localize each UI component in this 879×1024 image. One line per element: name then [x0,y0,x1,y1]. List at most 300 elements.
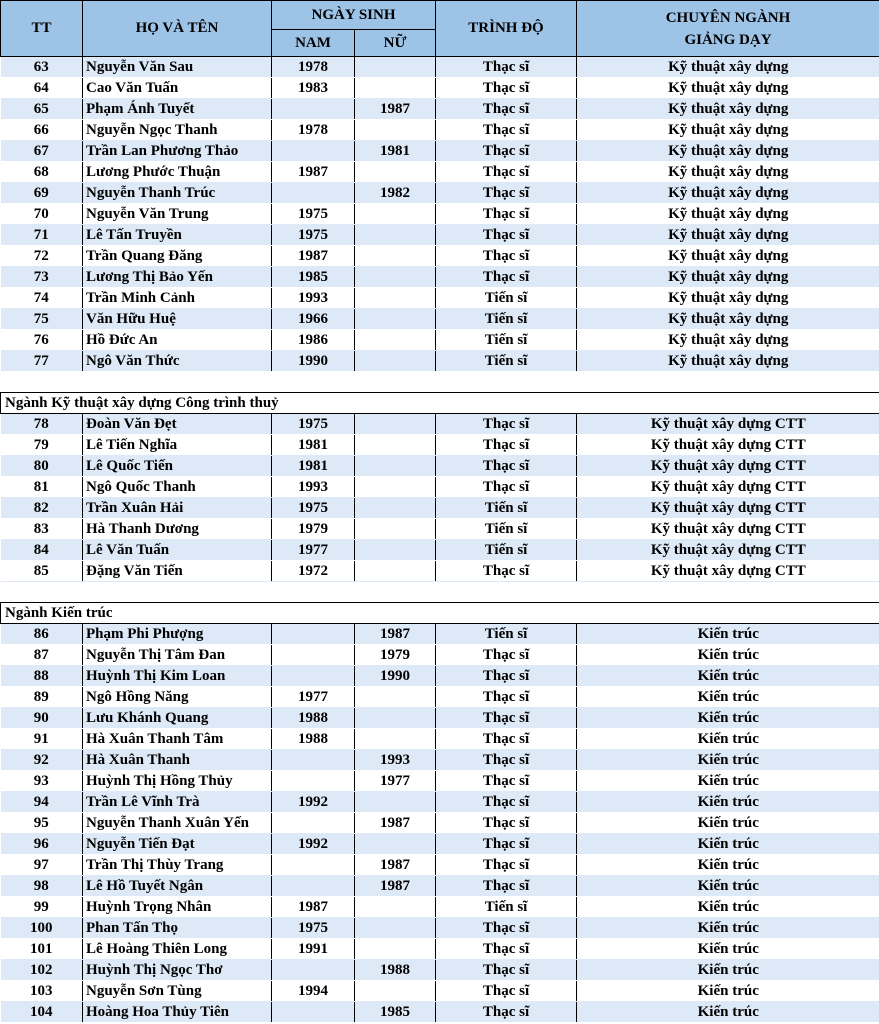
table-row [1,834,879,855]
table-row [1,729,879,750]
row-specialty: Kỹ thuật xây dựng [577,183,879,204]
table-row [1,897,879,918]
row-birth-male [272,855,355,876]
table-row [1,918,879,939]
row-number: 66 [1,120,83,141]
row-name: Đoàn Văn Đẹt [83,414,272,435]
row-name: Huỳnh Thị Ngọc Thơ [83,960,272,981]
row-birth-female: 1982 [355,183,436,204]
row-number: 95 [1,813,83,834]
spacer-cell [83,372,272,393]
row-number: 65 [1,99,83,120]
row-name: Lê Quốc Tiến [83,456,272,477]
row-birth-female [355,834,436,855]
row-birth-female: 1985 [355,1002,436,1023]
row-name: Lê Văn Tuấn [83,540,272,561]
row-degree: Thạc sĩ [436,939,577,960]
row-degree: Thạc sĩ [436,456,577,477]
row-number: 91 [1,729,83,750]
row-degree: Thạc sĩ [436,162,577,183]
section-title: Ngành Kỹ thuật xây dựng Công trình thuỷ [1,393,879,414]
row-name: Ngô Văn Thức [83,351,272,372]
row-birth-female: 1977 [355,771,436,792]
row-birth-male: 1986 [272,330,355,351]
row-birth-male [272,876,355,897]
row-number: 75 [1,309,83,330]
row-degree: Thạc sĩ [436,435,577,456]
row-number: 76 [1,330,83,351]
row-name: Hồ Đức An [83,330,272,351]
table-row [1,267,879,288]
row-number: 67 [1,141,83,162]
row-birth-female [355,330,436,351]
row-degree: Thạc sĩ [436,960,577,981]
row-name: Trần Lan Phương Thảo [83,141,272,162]
table-row [1,792,879,813]
row-birth-female [355,78,436,99]
row-specialty: Kỹ thuật xây dựng [577,57,879,78]
row-birth-male [272,141,355,162]
row-degree: Thạc sĩ [436,666,577,687]
row-birth-male: 1993 [272,477,355,498]
row-birth-female [355,288,436,309]
row-birth-female [355,225,436,246]
row-birth-male: 1988 [272,708,355,729]
spacer-cell [355,582,436,603]
row-name: Huỳnh Trọng Nhân [83,897,272,918]
row-birth-male: 1987 [272,897,355,918]
row-birth-male: 1985 [272,267,355,288]
row-birth-female: 1987 [355,855,436,876]
row-birth-male [272,771,355,792]
row-birth-female: 1987 [355,813,436,834]
row-degree: Thạc sĩ [436,687,577,708]
row-name: Trần Xuân Hải [83,498,272,519]
row-name: Trần Minh Cảnh [83,288,272,309]
table-row [1,666,879,687]
row-number: 101 [1,939,83,960]
section-title: Ngành Kiến trúc [1,603,879,624]
row-specialty: Kiến trúc [577,1002,879,1023]
row-birth-female [355,246,436,267]
row-number: 88 [1,666,83,687]
row-degree: Thạc sĩ [436,414,577,435]
row-birth-male: 1981 [272,435,355,456]
header-male: NAM [272,30,355,57]
row-name: Ngô Hồng Năng [83,687,272,708]
header-tt: TT [1,1,83,57]
row-specialty: Kỹ thuật xây dựng CTT [577,540,879,561]
row-degree: Thạc sĩ [436,99,577,120]
row-specialty: Kỹ thuật xây dựng CTT [577,456,879,477]
row-specialty: Kỹ thuật xây dựng [577,162,879,183]
row-number: 98 [1,876,83,897]
spacer-cell [577,372,879,393]
row-name: Trần Lê Vĩnh Trà [83,792,272,813]
header-specialty [577,1,879,57]
row-name: Nguyễn Văn Trung [83,204,272,225]
row-name: Lương Thị Bảo Yến [83,267,272,288]
row-specialty: Kỹ thuật xây dựng [577,99,879,120]
table-row [1,876,879,897]
row-specialty: Kiến trúc [577,666,879,687]
row-number: 102 [1,960,83,981]
row-specialty: Kiến trúc [577,939,879,960]
row-degree: Tiến sĩ [436,897,577,918]
row-name: Hà Xuân Thanh Tâm [83,729,272,750]
header-name: HỌ VÀ TÊN [83,1,272,57]
row-specialty: Kiến trúc [577,855,879,876]
row-name: Hà Xuân Thanh [83,750,272,771]
row-birth-female [355,204,436,225]
spacer-cell [436,582,577,603]
row-birth-male: 1966 [272,309,355,330]
row-number: 71 [1,225,83,246]
row-degree: Thạc sĩ [436,981,577,1002]
row-number: 73 [1,267,83,288]
row-birth-female [355,414,436,435]
row-degree: Thạc sĩ [436,267,577,288]
row-degree: Thạc sĩ [436,729,577,750]
table-row [1,288,879,309]
row-birth-male: 1987 [272,162,355,183]
row-specialty: Kiến trúc [577,834,879,855]
row-specialty: Kiến trúc [577,771,879,792]
header-specialty-line1: CHUYÊN NGÀNH [665,9,791,26]
row-birth-male: 1972 [272,561,355,582]
row-number: 87 [1,645,83,666]
row-birth-male: 1978 [272,57,355,78]
spacer-cell [355,372,436,393]
row-birth-male: 1975 [272,225,355,246]
row-number: 84 [1,540,83,561]
table-row [1,981,879,1002]
table-row [1,1002,879,1023]
row-number: 94 [1,792,83,813]
table-row [1,246,879,267]
row-degree: Thạc sĩ [436,1002,577,1023]
row-name: Nguyễn Thanh Trúc [83,183,272,204]
row-birth-male: 1987 [272,246,355,267]
row-name: Cao Văn Tuấn [83,78,272,99]
table-row [1,414,879,435]
row-birth-male: 1975 [272,918,355,939]
row-degree: Thạc sĩ [436,183,577,204]
row-birth-male [272,645,355,666]
table-row [1,939,879,960]
row-birth-female: 1979 [355,645,436,666]
spacer-cell [436,372,577,393]
row-number: 83 [1,519,83,540]
row-number: 85 [1,561,83,582]
row-degree: Thạc sĩ [436,792,577,813]
row-specialty: Kỹ thuật xây dựng [577,78,879,99]
row-name: Trần Quang Đăng [83,246,272,267]
row-birth-female: 1987 [355,876,436,897]
row-name: Lê Tấn Truyền [83,225,272,246]
spacer-cell [272,372,355,393]
row-degree: Thạc sĩ [436,855,577,876]
row-birth-female [355,939,436,960]
row-name: Huỳnh Thị Kim Loan [83,666,272,687]
table-row [1,540,879,561]
row-name: Nguyễn Sơn Tùng [83,981,272,1002]
row-degree: Tiến sĩ [436,498,577,519]
row-birth-male: 1975 [272,498,355,519]
row-degree: Thạc sĩ [436,225,577,246]
row-name: Lưu Khánh Quang [83,708,272,729]
row-specialty: Kiến trúc [577,981,879,1002]
section-header-row [1,603,879,624]
row-specialty: Kỹ thuật xây dựng [577,141,879,162]
row-degree: Thạc sĩ [436,750,577,771]
row-name: Văn Hữu Huệ [83,309,272,330]
section-header-row [1,393,879,414]
row-specialty: Kỹ thuật xây dựng CTT [577,414,879,435]
row-number: 93 [1,771,83,792]
row-degree: Thạc sĩ [436,120,577,141]
table-row [1,162,879,183]
table-row [1,498,879,519]
row-birth-female [355,162,436,183]
table-row [1,624,879,645]
table-row [1,435,879,456]
row-degree: Thạc sĩ [436,561,577,582]
row-birth-male: 1993 [272,288,355,309]
row-birth-female: 1981 [355,141,436,162]
row-number: 100 [1,918,83,939]
row-number: 96 [1,834,83,855]
row-name: Hoàng Hoa Thủy Tiên [83,1002,272,1023]
table-row [1,750,879,771]
row-birth-female [355,561,436,582]
table-row [1,351,879,372]
table-row [1,708,879,729]
row-number: 79 [1,435,83,456]
row-name: Huỳnh Thị Hồng Thủy [83,771,272,792]
row-birth-male: 1981 [272,456,355,477]
row-degree: Thạc sĩ [436,771,577,792]
spacer-cell [577,582,879,603]
row-number: 92 [1,750,83,771]
row-birth-male [272,666,355,687]
row-degree: Thạc sĩ [436,645,577,666]
row-specialty: Kỹ thuật xây dựng [577,330,879,351]
row-specialty: Kiến trúc [577,687,879,708]
row-number: 63 [1,57,83,78]
row-birth-male: 1977 [272,687,355,708]
row-degree: Thạc sĩ [436,246,577,267]
row-name: Lê Hoàng Thiên Long [83,939,272,960]
header-birth: NGÀY SINH [272,1,436,30]
row-name: Lương Phước Thuận [83,162,272,183]
row-degree: Thạc sĩ [436,57,577,78]
row-birth-male [272,624,355,645]
row-degree: Thạc sĩ [436,78,577,99]
row-degree: Thạc sĩ [436,708,577,729]
row-specialty: Kiến trúc [577,624,879,645]
row-name: Nguyễn Văn Sau [83,57,272,78]
row-birth-male [272,1002,355,1023]
row-number: 68 [1,162,83,183]
row-birth-male: 1992 [272,834,355,855]
row-degree: Tiến sĩ [436,540,577,561]
row-specialty: Kỹ thuật xây dựng [577,225,879,246]
row-birth-male: 1979 [272,519,355,540]
table-row [1,225,879,246]
row-birth-male: 1977 [272,540,355,561]
row-birth-female [355,540,436,561]
table-body [1,57,879,1023]
spacer-cell [272,582,355,603]
row-birth-female [355,309,436,330]
row-degree: Thạc sĩ [436,813,577,834]
row-name: Lê Hồ Tuyết Ngân [83,876,272,897]
table-row [1,645,879,666]
row-birth-female: 1990 [355,666,436,687]
row-number: 104 [1,1002,83,1023]
table-row [1,120,879,141]
row-number: 103 [1,981,83,1002]
row-birth-male: 1983 [272,78,355,99]
row-birth-female [355,435,436,456]
row-specialty: Kiến trúc [577,876,879,897]
row-number: 81 [1,477,83,498]
row-specialty: Kỹ thuật xây dựng [577,351,879,372]
row-specialty: Kỹ thuật xây dựng CTT [577,477,879,498]
row-birth-female: 1993 [355,750,436,771]
row-degree: Tiến sĩ [436,351,577,372]
row-birth-male [272,750,355,771]
row-specialty: Kỹ thuật xây dựng [577,204,879,225]
row-number: 78 [1,414,83,435]
row-birth-female [355,498,436,519]
row-birth-male [272,813,355,834]
row-birth-female [355,477,436,498]
row-birth-male: 1978 [272,120,355,141]
row-name: Phạm Ánh Tuyết [83,99,272,120]
row-birth-female [355,981,436,1002]
row-number: 90 [1,708,83,729]
row-name: Phạm Phi Phượng [83,624,272,645]
row-birth-female [355,918,436,939]
row-degree: Tiến sĩ [436,519,577,540]
row-number: 64 [1,78,83,99]
row-birth-female [355,120,436,141]
row-birth-female [355,687,436,708]
row-degree: Thạc sĩ [436,834,577,855]
row-degree: Thạc sĩ [436,918,577,939]
row-birth-female: 1987 [355,99,436,120]
row-birth-female [355,519,436,540]
spacer-row [1,372,879,393]
table-row [1,855,879,876]
table-row [1,141,879,162]
row-degree: Tiến sĩ [436,330,577,351]
row-name: Ngô Quốc Thanh [83,477,272,498]
table-row [1,561,879,582]
row-specialty: Kỹ thuật xây dựng CTT [577,519,879,540]
row-number: 89 [1,687,83,708]
row-number: 80 [1,456,83,477]
row-birth-female: 1988 [355,960,436,981]
row-name: Nguyễn Ngọc Thanh [83,120,272,141]
row-name: Nguyễn Tiến Đạt [83,834,272,855]
row-specialty: Kiến trúc [577,918,879,939]
table-row [1,78,879,99]
row-specialty: Kiến trúc [577,813,879,834]
table-row [1,309,879,330]
row-specialty: Kiến trúc [577,750,879,771]
row-birth-male: 1992 [272,792,355,813]
table-row [1,960,879,981]
row-birth-male: 1990 [272,351,355,372]
row-specialty: Kiến trúc [577,960,879,981]
row-name: Phan Tấn Thọ [83,918,272,939]
table-row [1,771,879,792]
row-degree: Tiến sĩ [436,288,577,309]
row-specialty: Kỹ thuật xây dựng [577,267,879,288]
row-birth-female [355,267,436,288]
row-birth-male: 1975 [272,414,355,435]
spacer-cell [83,582,272,603]
table-row [1,204,879,225]
row-name: Nguyễn Thị Tâm Đan [83,645,272,666]
spacer-cell [1,372,83,393]
row-degree: Thạc sĩ [436,477,577,498]
row-specialty: Kiến trúc [577,792,879,813]
row-name: Trần Thị Thùy Trang [83,855,272,876]
row-specialty: Kiến trúc [577,897,879,918]
row-specialty: Kiến trúc [577,645,879,666]
row-name: Nguyễn Thanh Xuân Yến [83,813,272,834]
table-row [1,687,879,708]
header-degree: TRÌNH ĐỘ [436,1,577,57]
row-specialty: Kỹ thuật xây dựng [577,120,879,141]
row-birth-female [355,57,436,78]
row-number: 69 [1,183,83,204]
row-birth-male [272,183,355,204]
row-specialty: Kỹ thuật xây dựng CTT [577,498,879,519]
row-specialty: Kỹ thuật xây dựng [577,309,879,330]
row-birth-female [355,351,436,372]
row-name: Hà Thanh Dương [83,519,272,540]
row-number: 72 [1,246,83,267]
row-specialty: Kiến trúc [577,729,879,750]
row-birth-male: 1988 [272,729,355,750]
table-row [1,330,879,351]
spacer-cell [1,582,83,603]
row-specialty: Kỹ thuật xây dựng CTT [577,435,879,456]
row-birth-female [355,708,436,729]
row-birth-female [355,729,436,750]
spacer-row [1,582,879,603]
row-number: 99 [1,897,83,918]
row-degree: Tiến sĩ [436,309,577,330]
table-row [1,183,879,204]
row-birth-male [272,99,355,120]
table-row [1,99,879,120]
table-row [1,456,879,477]
row-number: 86 [1,624,83,645]
row-birth-female: 1987 [355,624,436,645]
table-header [1,1,879,57]
row-degree: Thạc sĩ [436,204,577,225]
row-birth-male: 1975 [272,204,355,225]
row-degree: Thạc sĩ [436,141,577,162]
row-number: 82 [1,498,83,519]
row-birth-female [355,897,436,918]
